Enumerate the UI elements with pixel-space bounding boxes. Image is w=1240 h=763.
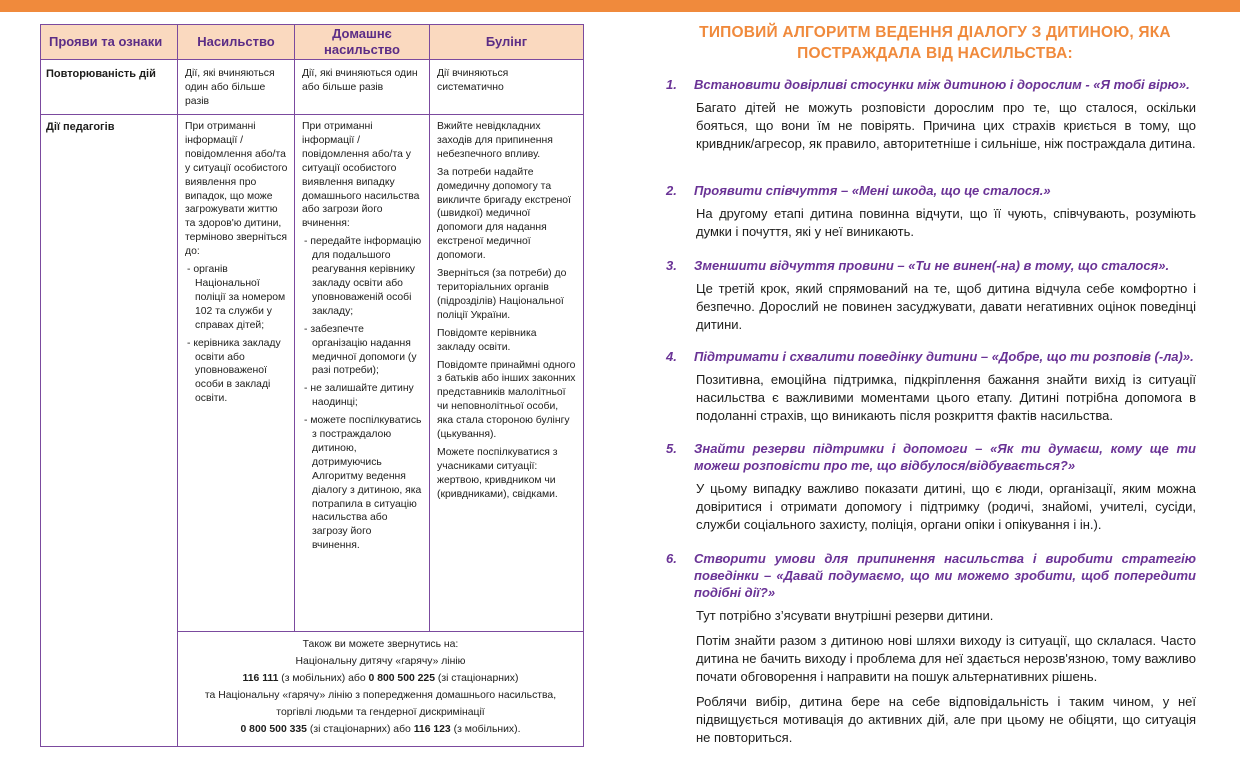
step-heading: Знайти резерви підтримки і допомоги – «Як ти думаєш, кому ще ти можеш розповісти про те, що відбулося/відбувається?» <box>694 441 1196 473</box>
hotline-number: 0 800 500 335 <box>240 724 307 735</box>
step-body: Позитивна, емоційна підтримка, підкріплення бажання знайти вихід із ситуації насильства є важливими моментами цього етапу. Дитині потрібна допомога в подоланні страхів, що виникають після розкриття фактів насильства. <box>696 372 1196 423</box>
step-number: 6. <box>666 551 677 566</box>
violence-intro: При отриманні інформації / повідомлення або/та у ситуації особистого виявлення про випадок, що може загрожувати життю та здоров'ю дитини, терміново зверніться до: <box>185 121 288 258</box>
step-body: Тут потрібно з’ясувати внутрішні резерви дитини. <box>696 608 994 623</box>
step-number: 5. <box>666 441 677 456</box>
algorithm-step-4 <box>666 348 1196 432</box>
list-item: Зверніться (за потреби) до територіальних органів (підрозділів) Національної поліції України. <box>437 268 567 321</box>
footer-text: (з мобільних). <box>450 724 521 735</box>
hotline-number: 0 800 500 225 <box>368 673 435 684</box>
comparison-table <box>40 24 584 747</box>
step-body: На другому етапі дитина повинна відчути, що її чують, співчувають, розуміють думки і почуття, які у неї виникають. <box>696 206 1196 239</box>
hotline-number: 116 123 <box>413 724 451 735</box>
step-number: 1. <box>666 77 677 92</box>
grid-line <box>177 60 178 631</box>
algorithm-step-3 <box>666 257 1196 341</box>
list-item: Повідомте принаймні одного з батьків або інших законних представників малолітньої чи неповнолітньої особи, яка стала стороною булінгу (цькування). <box>437 359 576 441</box>
header-domestic-violence: Домашнє насильство <box>294 24 430 60</box>
list-item: Повідомте керівника закладу освіти. <box>437 327 537 353</box>
step-body: Багато дітей не можуть розповісти дорослим про те, що сталося, оскільки бояться, що вони їм не повірять. Причина цих страхів криється в тому, що кривдник/агресор, як правило, авторитетніше і сильніше, ніж постраждала дитина. <box>696 100 1196 151</box>
step-body: Потім знайти разом з дитиною нові шляхи виходу із ситуації, що склалася. Часто дитина не бачить виходу і проблема для неї здається нерозв'язною, тому важливо почати обговорення і направити на пошук альтернативних рішень. <box>696 633 1196 684</box>
footer-line <box>178 721 583 738</box>
violence-actions <box>185 120 289 410</box>
grid-line <box>40 114 584 115</box>
bullying-actions <box>437 120 577 506</box>
list-item: Можете поспілкуватися з учасниками ситуації: жертвою, кривдником чи (кривдниками), свідками. <box>437 446 558 500</box>
hotline-footer <box>178 636 583 738</box>
list-item: - керівника закладу освіти або уповноваженої особи в закладі освіти. <box>187 337 281 405</box>
top-accent-bar <box>0 0 1240 12</box>
footer-line: Також ви можете звернутись на: <box>302 639 459 650</box>
list-item: - можете поспілкуватись з постраждалою дитиною, дотримуючись Алгоритму ведення діалогу з дитиною, яка потрапила в ситуацію насильства або загрозу його вчинення. <box>304 415 422 552</box>
list-item: - забезпечте організацію надання медичної допомоги (у разі потреби); <box>304 323 417 377</box>
repetition-bullying: Дії вчиняються систематично <box>437 68 509 93</box>
header-signs: Прояви та ознаки <box>40 24 178 60</box>
footer-line: торгівлі людьми та гендерної дискримінації <box>276 707 485 718</box>
step-heading: Проявити співчуття – «Мені шкода, що це сталося.» <box>694 183 1051 198</box>
footer-line <box>178 670 583 687</box>
row-label-teacher-actions: Дії педагогів <box>46 121 115 133</box>
grid-line <box>40 60 41 747</box>
algorithm-step-6 <box>666 550 1196 754</box>
step-heading: Створити умови для припинення насильства і виробити стратегію поведінки – «Давай подумаємо, що ми можемо зробити, щоб попередити подібні дії?» <box>694 551 1196 600</box>
footer-text: (зі стаціонарних) <box>434 673 519 684</box>
algorithm-step-2 <box>666 182 1196 248</box>
grid-line <box>294 60 295 631</box>
grid-line <box>583 60 584 747</box>
algorithm-title: ТИПОВИЙ АЛГОРИТМ ВЕДЕННЯ ДІАЛОГУ З ДИТИНОЮ, ЯКА ПОСТРАЖДАЛА ВІД НАСИЛЬСТВА: <box>699 24 1171 62</box>
list-item: - органів Національної поліції за номером 102 та служби у справах дітей; <box>187 264 286 331</box>
step-number: 3. <box>666 258 677 273</box>
footer-text: (з мобільних) або <box>278 673 369 684</box>
step-number: 4. <box>666 349 677 364</box>
algorithm-step-1 <box>666 76 1196 160</box>
grid-line <box>40 746 584 747</box>
header-bullying: Булінг <box>429 24 584 60</box>
repetition-domestic: Дії, які вчиняються один або більше разів <box>302 68 418 93</box>
algorithm-step-5 <box>666 440 1196 541</box>
list-item: Вжийте невідкладних заходів для припинення небезпечного впливу. <box>437 121 553 160</box>
list-item: - передайте інформацію для подальшого реагування керівнику закладу освіти або уповноваженій особі закладу; <box>304 236 422 317</box>
list-item: - не залишайте дитину наодинці; <box>304 383 414 409</box>
row-label-repetition: Повторюваність дій <box>46 68 156 80</box>
domestic-intro: При отриманні інформації / повідомлення або/та у ситуації особистого виявлення випадку домашнього насильства або загрози його вчинення: <box>302 121 420 230</box>
grid-line <box>177 631 584 632</box>
step-body: У цьому випадку важливо показати дитині, що є люди, організації, яким можна довіритися і отримати допомогу і підтримку (родичі, знайомі, учителі, сусіди, служби соціального захисту, поліція, органи опіки і опікування і ін.). <box>696 481 1196 532</box>
step-body: Роблячи вибір, дитина бере на себе відповідальність і таким чином, у неї підвищується мотивація до активних дій, але при цьому не обіцяти, що ситуація не повториться. <box>696 694 1196 745</box>
footer-text: (зі стаціонарних) або <box>306 724 414 735</box>
list-item: За потреби надайте домедичну допомогу та викличте бригаду екстреної (швидкої) медичної допомоги для надання екстреної медичної допомоги. <box>437 166 571 262</box>
repetition-violence: Дії, які вчиняються один або більше разів <box>185 68 275 107</box>
header-violence: Насильство <box>177 24 295 60</box>
footer-line: та Національну «гарячу» лінію з попередження домашнього насильства, <box>204 690 557 701</box>
footer-line: Національну дитячу «гарячу» лінію <box>295 656 466 667</box>
step-heading: Встановити довірливі стосунки між дитиною і дорослим - «Я тобі вірю». <box>694 77 1190 92</box>
domestic-actions <box>302 120 422 557</box>
step-number: 2. <box>666 183 677 198</box>
hotline-number: 116 111 <box>242 673 279 684</box>
grid-line <box>429 60 430 631</box>
step-heading: Підтримати і схвалити поведінку дитини – «Добре, що ти розповів (-ла)». <box>694 349 1194 364</box>
step-body: Це третій крок, який спрямований на те, щоб дитина відчула себе комфортно і безпечно. Дорослий не повинен засуджувати, давати негативних оцінок поведінці дитини. <box>696 281 1196 332</box>
step-heading: Зменшити відчуття провини – «Ти не винен(-на) в тому, що сталося». <box>694 258 1170 273</box>
